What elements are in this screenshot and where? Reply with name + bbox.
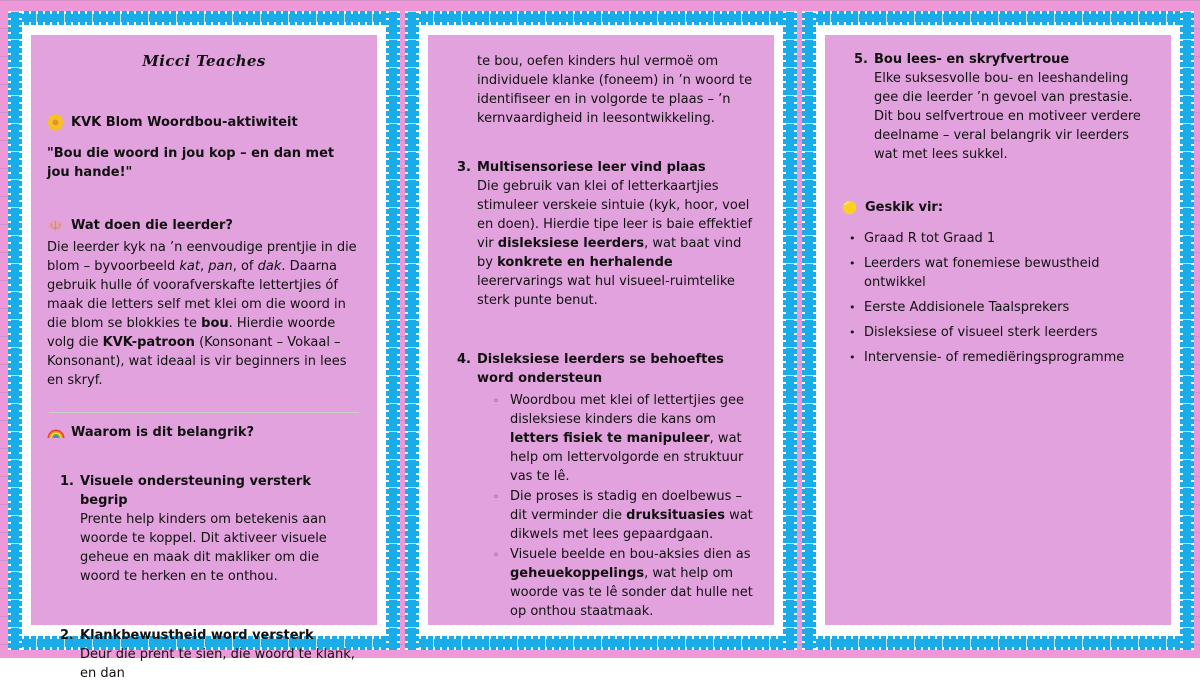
bold-text: geheuekoppelings — [510, 566, 645, 581]
text-run: leerervarings wat hul visueel-ruimtelike sterk punte benut. — [477, 274, 735, 308]
bold-text: bou — [201, 316, 229, 331]
section-heading-label: KVK Blom Woordbou-aktiwiteit — [71, 115, 298, 130]
tape-border-bottom — [802, 636, 1194, 650]
tape-border-right — [783, 11, 797, 650]
bullet-item — [849, 254, 1155, 292]
numbered-item-text — [80, 645, 361, 683]
panel-2-card — [428, 35, 774, 625]
text-run: . Daarna gebruik hulle óf voorafverskafte lettertjies óf maak die letters self met klei om die woord in die blom se blokkies te — [47, 259, 346, 331]
text-run: . Hierdie woorde volg die — [47, 316, 336, 350]
bullet-item — [849, 323, 1155, 342]
panel-3-card — [825, 35, 1171, 625]
bullet-text: Intervensie- of remediëringsprogramme — [864, 350, 1125, 365]
sub-bullet-text — [510, 487, 758, 544]
sub-bullet-text — [510, 545, 758, 621]
numbered-item-title: Disleksiese leerders se behoeftes word ondersteun — [477, 352, 724, 386]
text-run: Die proses is stadig en doelbewus – dit verminder die — [510, 489, 743, 523]
numbered-item — [457, 158, 758, 310]
numbered-item-text — [874, 69, 1155, 164]
circle-bullet-icon: ◦ — [493, 492, 499, 503]
dot-bullet-icon: • — [849, 257, 856, 270]
text-run: , wat baat vind by — [477, 236, 742, 270]
text-run: , — [199, 259, 209, 274]
bold-text: disleksiese leerders — [497, 236, 645, 251]
tape-border-left — [405, 11, 419, 650]
section-heading — [47, 216, 361, 235]
flower-icon — [47, 114, 64, 131]
numbered-item-title: Multisensoriese leer vind plaas — [477, 160, 706, 175]
section-heading-label: Waarom is dit belangrik? — [71, 425, 255, 440]
text-run: wat dikwels met lees gepaardgaan. — [510, 508, 753, 542]
numbered-item-text — [477, 177, 758, 310]
tape-border-top — [405, 11, 797, 25]
circle-bullet-icon: ◦ — [493, 550, 499, 561]
text-run: Visuele beelde en bou-aksies dien as — [510, 547, 751, 562]
bullet-text: Eerste Addisionele Taalsprekers — [864, 300, 1070, 315]
bold-text: "Bou die woord in jou kop – en dan met jou hande!" — [47, 146, 335, 180]
text-run: , wat help om woorde vas te lê sonder dat hulle net op onthou staatmaak. — [510, 566, 753, 619]
item-number: 2. — [60, 628, 74, 643]
bold-text: konkrete en herhalende — [497, 255, 673, 270]
text-run: Die gebruik van klei of letterkaartjies stimuleer verskeie sintuie (kyk, hoor, voel en doen). Hierdie tipe leer is baie effektief vir — [477, 179, 753, 251]
bullet-item — [849, 298, 1155, 317]
dot-bullet-icon: • — [849, 351, 856, 364]
bullet-item — [849, 348, 1155, 367]
bold-text: KVK-patroon — [102, 335, 195, 350]
numbered-item-body — [477, 158, 758, 310]
italic-text: dak — [257, 259, 282, 274]
section-heading-label: Wat doen die leerder? — [71, 218, 233, 233]
bullet-text: Leerders wat fonemiese bewustheid ontwikkel — [864, 256, 1100, 290]
italic-text: pan — [208, 259, 233, 274]
panel-frame-2 — [405, 11, 797, 650]
rainbow-icon — [47, 424, 64, 441]
divider — [49, 412, 359, 413]
numbered-item-title: Klankbewustheid word versterk — [80, 628, 314, 643]
numbered-item-title: Visuele ondersteuning versterk begrip — [80, 474, 311, 508]
text-run: Prente help kinders om betekenis aan woorde te koppel. Dit aktiveer visuele geheue en maak dit makliker om die woord te herken en te onthou. — [80, 512, 327, 584]
page-title: Micci Teaches — [142, 52, 266, 70]
italic-text: kat — [179, 259, 200, 274]
numbered-item-title: Bou lees- en skryfvertroue — [874, 52, 1070, 67]
text-run: Die leerder kyk na ’n eenvoudige prentjie in die blom – byvoorbeeld — [47, 240, 357, 274]
yellow-circle-icon — [841, 199, 858, 216]
text-run: , wat help om lettervolgorde en struktuur vas te lê. — [510, 431, 744, 484]
sub-bullet-list — [493, 391, 758, 621]
item-number: 1. — [60, 474, 74, 489]
bold-text: letters fisiek te manipuleer — [510, 431, 710, 446]
text-run: Woordbou met klei of lettertjies gee disleksiese kinders die kans om — [510, 393, 744, 427]
paragraph — [47, 238, 361, 390]
sub-bullet-item — [493, 487, 758, 544]
tape-border-left — [802, 11, 816, 650]
bullet-text: Graad R tot Graad 1 — [864, 231, 996, 246]
dot-bullet-icon: • — [849, 326, 856, 339]
tape-border-right — [386, 11, 400, 650]
item-number: 3. — [457, 160, 471, 175]
sub-bullet-item — [493, 391, 758, 486]
numbered-item-body — [477, 350, 758, 622]
tape-border-top — [8, 11, 400, 25]
tape-border-left — [8, 11, 22, 650]
numbered-item — [60, 626, 361, 683]
text-run: (Konsonant – Vokaal – Konsonant), wat ideaal is vir beginners in lees en skryf. — [47, 335, 347, 388]
panel-frame-3 — [802, 11, 1194, 650]
tape-border-right — [1180, 11, 1194, 650]
sub-bullet-text — [510, 391, 758, 486]
circle-bullet-icon: ◦ — [493, 396, 499, 407]
bold-text: druksituasies — [626, 508, 725, 523]
numbered-item-body — [80, 626, 361, 683]
panel-1-card — [31, 35, 377, 681]
text-run: te bou, oefen kinders hul vermoë om individuele klanke (foneem) in ’n woord te identifiseer en in volgorde te plaas – ’n kernvaardigheid in leesontwikkeling. — [477, 54, 753, 126]
text-run: Elke suksesvolle bou- en leeshandeling gee die leerder ’n gevoel van prestasie. Dit bou selfvertroue en motiveer verdere deelname – veral belangrik vir leerders wat met lees sukkel. — [874, 71, 1141, 162]
bullet-text: Disleksiese of visueel sterk leerders — [864, 325, 1098, 340]
item-number: 4. — [457, 352, 471, 367]
sub-bullet-item — [493, 545, 758, 621]
section-heading — [47, 423, 361, 442]
section-heading — [841, 198, 1155, 217]
item-number: 5. — [854, 52, 868, 67]
bullet-list — [849, 229, 1155, 367]
text-run: Deur die prent te sien, die woord te klank, en dan — [80, 647, 355, 681]
numbered-item-body — [874, 50, 1155, 164]
numbered-item-body — [80, 472, 361, 586]
text-run: , of — [232, 259, 258, 274]
tape-border-bottom — [405, 636, 797, 650]
brain-icon — [47, 217, 64, 234]
section-heading — [47, 113, 361, 132]
dot-bullet-icon: • — [849, 232, 856, 245]
numbered-item — [457, 350, 758, 622]
numbered-item-text — [80, 510, 361, 586]
panel-frame-1 — [8, 11, 400, 681]
numbered-item — [854, 50, 1155, 164]
section-heading-label: Geskik vir: — [865, 200, 944, 215]
paragraph — [47, 144, 361, 182]
dot-bullet-icon: • — [849, 301, 856, 314]
bullet-item — [849, 229, 1155, 248]
tape-border-top — [802, 11, 1194, 25]
paragraph — [477, 52, 758, 128]
numbered-item — [60, 472, 361, 586]
